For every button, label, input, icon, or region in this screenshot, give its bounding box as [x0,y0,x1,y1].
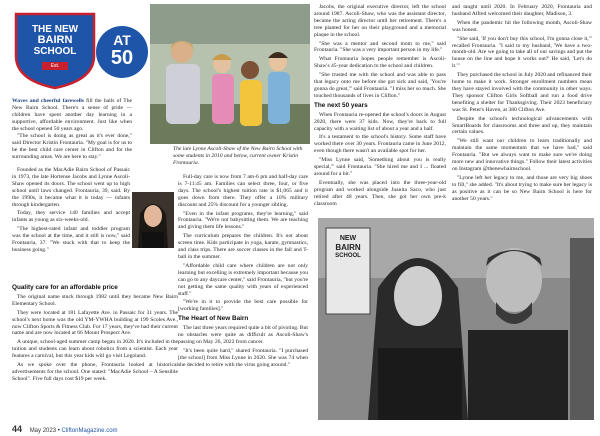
portrait-kristin-frontauria [132,192,174,248]
page-footer [12,424,312,434]
col3-p3: What Frontauria hopes people remember is Ascoli-Shaw's 45-year dedication to the school and children. [314,56,446,70]
school-sign [326,234,370,261]
col1-p8: A unique, school-aged summer camp began in 2020. It's included in the tuition and students can learn about robotics from a scientist. Each year features a carnival, but this year kids will go visit Legoland. [12,339,178,360]
article-column-3 [314,4,446,209]
article-column-4 [452,4,592,204]
anniversary-number: 50 [110,47,134,69]
sign-line-2: BAIRN [335,243,361,252]
col2-p4: "Affordable child care where children are not only learning but excelling is extremely important because you can go to any daycare center," said Frontauria, "but you're not getting the same quality with years of experienced staff." [178,262,308,297]
logo-line-2: BAIRN [37,34,73,46]
logo-badge: Est. [42,62,68,70]
article-column-1d [12,282,178,385]
col3-p6: It's a testament to the school's history. Some staff have worked there over 30 years. Frontauria came in June 2012, even though there wasn't an available spot for her. [314,134,446,155]
col2-p6: The last three years required quite a bit of pivoting. But no obstacles were quite as difficult as Ascoli-Shaw's passing on May 26, 2022 from cancer. [178,325,308,345]
article-column-2 [178,174,308,371]
col3-p7: "Miss Lynne said, 'Something about you is really special,'" said Frontauria. "She hired me and I ... floated around for a bit." [314,157,446,177]
col2-p2: "Even in the infant programs, they're learning," said Frontauria. "We're not babysitting them. We are teaching and giving them life lessons." [178,210,308,231]
col1-p6: The original name stuck through 1982 until they became New Bairn Elementary School. [12,293,178,307]
school-logo [12,10,98,90]
col2-p5: "We're in it to provide the best care possible for [working families]." [178,299,308,313]
anniversary-at: AT [113,32,131,48]
col3-p4: "She trusted me with the school and was able to pass that legacy onto me before she got sick and said, 'You're gonna do great,'" said Frontauria. "I miss her so much. She touched thousands of lives in Clifton." [314,72,446,99]
col3-p2: "She was a mentor and second mom to me," said Frontauria. "She was a very important person in my life." [314,40,446,54]
section-heading-next-50: The next 50 years [314,101,368,109]
col1-p9: As we spoke over the phone, Frontauria looked at historical advertisements for the school. One stated: "MacAdie School – A Sensible School". Five full days cost $19 per week. [12,362,178,382]
article-column-1c [12,167,130,256]
bottom-photo-couple [318,218,594,420]
col4-p1: and taught until 2020. In February 2020, Frontauria and husband Alfred welcomed their daughter, Madison, 3. [452,4,592,17]
footer-separator: • [57,428,62,434]
col3-p1: Jacobs, the original executive director, left the school around 1987. Ascoli-Shaw, who was the assistant director, became the acting director until her retirement. There's a tree planted for her on their playground and a memorial plaque in the school. [314,4,446,38]
col1-p2: "The school is doing as great as it's ever done," said Director Kristin Frontauria. "My goal is for us to be the best child care center in Clifton and for the surrounding areas. We are here to stay." [12,133,132,160]
col4-p6: "We still want our children to learn traditionally and maintain the same momentum that we have had," said Frontauria. "But we always want to make sure we're doing more new and innovative things." Follow their latest activities on Instagram @thenewbairnschool. [452,138,592,172]
col2-p3: The curriculum prepares the children. It's not about screen time. Kids participate in yoga, karate, gymnastics, and class trips. There are soccer classes in the fall and T-ball in the summer. [178,233,308,260]
col1-p5: "The highest-rated infant and toddler program was the school at the time, and it still is now," said Frontauria, 37. "We stuck with that to keep the business going." [12,226,130,253]
col1-p1: fill the halls of The New Bairn School. There's a sense of pride — children have spent another day learning in a supportive, affordable environment. Just like when the school opened 50 years ago. [12,98,132,132]
col4-p4: They purchased the school in July 2020 and refinanced their home to make it work. Stronger enrollment numbers mean they have stayed involved with the community in other ways. They sponsor Clifton Girls Softball and run a food drive benefiting a shelter for Thanksgiving. Their 2023 beneficiary was St. Peter's Haven, at 380 Clifton Ave. [452,72,592,113]
col4-p3: "She said, 'If you don't buy this school, I'm gonna close it,'" recalled Frontauria. "I said to my husband, 'We have a two-month-old. Are we going to take all of our savings and put the house on the line and hope it works out?' He said, 'Let's do it.'" [452,35,592,70]
sign-line-3: SCHOOL [335,253,361,259]
col4-p7: "Lynne left her legacy to me, and those are very big shoes to fill," she added. "It's about trying to make sure her legacy is as positive as it can be so New Bairn School is here for another 50 years." [452,174,592,202]
top-photo-teacher-students [150,4,310,144]
anniversary-badge [96,26,148,78]
section-heading-heart: The Heart of New Bairn [178,315,249,323]
article-column-1 [12,98,132,135]
col3-p5: When Frontauria re-opened the school's doors in August 2020, there were 37 kids. Now, they're back to full capacity with a waiting list of about a year and a half. [314,111,446,132]
col4-p2: When the pandemic hit the following month, Ascoli-Shaw was honest. [452,19,592,33]
col1-p3: Founded as the MacAdie Bairn School of Passaic in 1973, the late Hortense Jacobs and Lynne Ascoli-Shaw opened its doors. The school went up to high school until laws changed. Frontauria, 39, said. By the 1990s, it became what it is today — infants through kindergarten. [12,167,130,208]
col3-p8: Eventually, she was placed into the three-year-old program and worked alongside Juanita Saco, who just retired after 48 years. Then, she got her own pre-k classroom [314,179,446,207]
col4-p5: Despite the school's technological advancements with SmartBoards for classrooms and three and up, they maintain certain values. [452,115,592,136]
col1-p4: Today, they service 140 families and accept infants as young as six-weeks-old. [12,210,130,224]
logo-line-3: SCHOOL [33,46,77,57]
top-photo-caption: The late Lynne Ascoli-Shaw of the New Bairn School with some students in 2010 and below, current owner Kristin Frontauria. [173,146,303,166]
col2-p7: "It's been quite hard," shared Frontauria. "I purchased [the school] from Miss Lynne in 2020. She was 74 when she decided to retire with the virus going around." [178,347,308,368]
website-link[interactable]: CliftonMagazine.com [61,428,118,434]
page-number: 44 [12,424,23,434]
col1-p7: They were located at 181 Lafayette Ave. in Passaic for 31 years. The school's next home was the old YM-YWHA building at 199 Scoles Ave., now Clifton Sports & Fitness Club. For 17 years, they've had their current name and are now located at 66 Mount Prospect Ave. [12,309,178,337]
col2-p1: Full-day care is now from 7 am-6 pm and half-day care is 7-11:45 am. Families can select three, four, or five days. The school's highest tuition rate is $1,065 and it goes down from there. They offer a 10% military discount and 25% discount for a younger sibling. [178,174,308,208]
issue-date: May 2023 [29,428,57,434]
sign-line-1: NEW [339,235,357,242]
article-column-1b [12,133,132,163]
lead-in-text: Waves and cheerful farewells [12,98,84,104]
logo-line-1: THE NEW [31,24,79,35]
section-heading-quality-care: Quality care for an affordable price [12,284,118,291]
